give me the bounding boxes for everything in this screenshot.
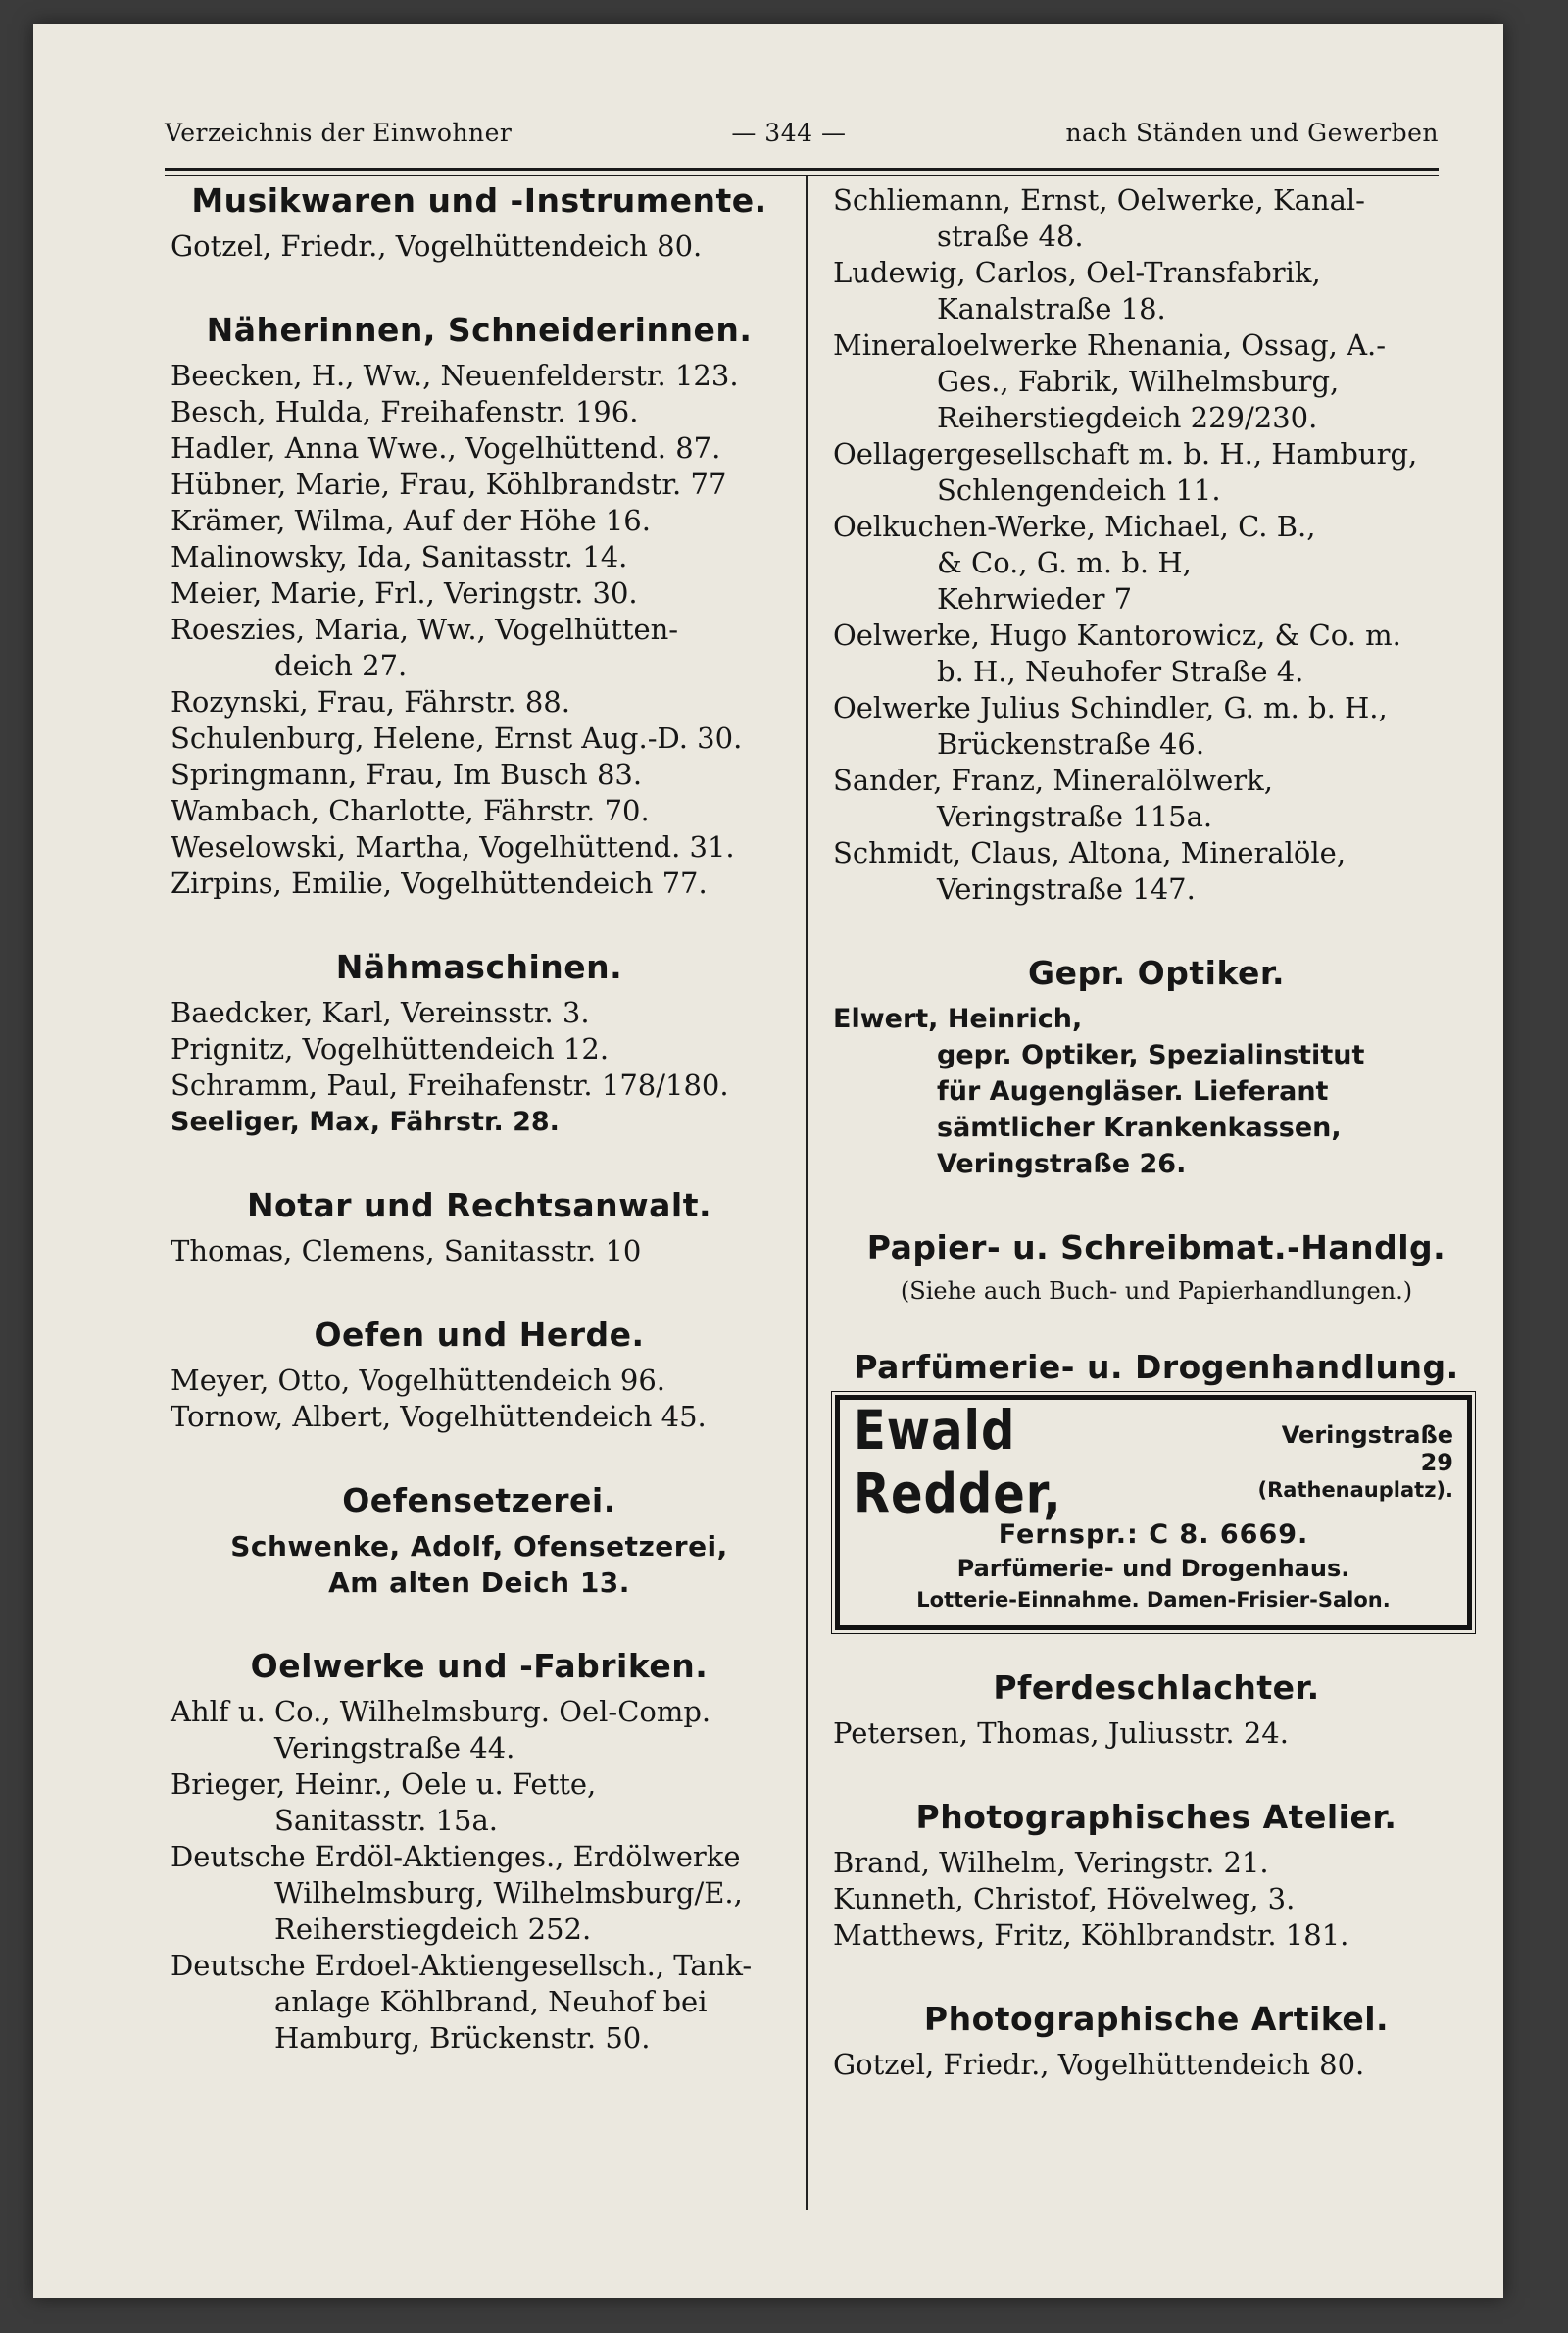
list-item: Baedcker, Karl, Vereinsstr. 3.	[171, 996, 590, 1029]
section-heading: Oelwerke und -Fabriken.	[250, 1647, 709, 1685]
list-item: Thomas, Clemens, Sanitasstr. 10	[171, 1234, 642, 1267]
list-item: Prignitz, Vogelhüttendeich 12.	[171, 1032, 610, 1066]
section-naehmaschinen	[171, 949, 788, 1140]
section-musikwaren	[171, 182, 788, 265]
section-heading: Parfümerie- u. Drogenhandlung.	[854, 1348, 1459, 1386]
list-item: Meyer, Otto, Vogelhüttendeich 96.	[171, 1364, 665, 1397]
list-item: Malinowsky, Ida, Sanitasstr. 14.	[171, 540, 628, 573]
list-item: Hadler, Anna Wwe., Vogelhüttend. 87.	[171, 431, 721, 465]
section-oelwerke	[171, 1648, 788, 2057]
list-item: Sander, Franz, Mineralölwerk, Veringstraße 115a.	[833, 764, 1273, 833]
list-item: Brieger, Heinr., Oele u. Fette, Sanitasstr. 15a.	[171, 1767, 597, 1837]
section-heading: Gepr. Optiker.	[1028, 954, 1285, 992]
section-heading: Musikwaren und -Instrumente.	[191, 181, 767, 220]
list-item: Petersen, Thomas, Juliusstr. 24.	[833, 1716, 1289, 1750]
ad-address-block	[1241, 1421, 1453, 1504]
cross-reference-note: (Siehe auch Buch- und Papierhandlungen.)	[900, 1277, 1413, 1305]
section-heading: Näherinnen, Schneiderinnen.	[206, 311, 753, 349]
optiker-details: gepr. Optiker, Spezialinstitut für Augengläser. Lieferant sämtlicher Krankenkassen, Veringstraße 26.	[937, 1040, 1365, 1179]
list-item: Gotzel, Friedr., Vogelhüttendeich 80.	[833, 2048, 1365, 2081]
list-item: Mineraloelwerke Rhenania, Ossag, A.- Ges., Fabrik, Wilhelmsburg, Reiherstiegdeich 229/230.	[833, 328, 1387, 434]
list-item: Gotzel, Friedr., Vogelhüttendeich 80.	[171, 229, 703, 263]
section-heading: Photographische Artikel.	[923, 2000, 1390, 2038]
section-optiker	[833, 955, 1480, 1182]
list-item: Oelkuchen-Werke, Michael, C. B., & Co., G. m. b. H, Kehrwieder 7	[833, 510, 1316, 616]
section-parfuemerie	[833, 1349, 1480, 1630]
list-item: Weselowski, Martha, Vogelhüttend. 31.	[171, 830, 735, 864]
list-item-highlighted: Seeliger, Max, Fährstr. 28.	[171, 1107, 560, 1137]
section-heading: Nähmaschinen.	[335, 948, 623, 986]
list-item: Springmann, Frau, Im Busch 83.	[171, 758, 643, 791]
list-item: Matthews, Fritz, Köhlbrandstr. 181.	[833, 1918, 1349, 1952]
section-papier	[833, 1229, 1480, 1310]
header-left: Verzeichnis der Einwohner	[165, 118, 513, 147]
list-item: Schramm, Paul, Freihafenstr. 178/180.	[171, 1068, 729, 1102]
list-item: Ahlf u. Co., Wilhelmsburg. Oel-Comp. Veringstraße 44.	[171, 1695, 711, 1764]
list-item: Besch, Hulda, Freihafenstr. 196.	[171, 395, 639, 428]
ad-address-sub: (Rathenauplatz).	[1257, 1478, 1453, 1502]
section-heading: Oefensetzerei.	[342, 1481, 616, 1519]
list-item: Schliemann, Ernst, Oelwerke, Kanal- straße 48.	[833, 183, 1365, 253]
list-item: Tornow, Albert, Vogelhüttendeich 45.	[171, 1400, 707, 1433]
list-item: Brand, Wilhelm, Veringstr. 21.	[833, 1846, 1269, 1879]
list-item: Schmidt, Claus, Altona, Mineralöle, Veringstraße 147.	[833, 836, 1347, 906]
right-column	[833, 182, 1480, 2130]
page-number: — 344 —	[731, 118, 847, 147]
section-naeherinnen	[171, 312, 788, 902]
column-divider	[806, 176, 808, 2210]
section-oefen	[171, 1316, 788, 1435]
list-item: Ludewig, Carlos, Oel-Transfabrik, Kanalstraße 18.	[833, 256, 1321, 325]
ad-top-row	[854, 1399, 1453, 1526]
list-item: Meier, Marie, Frl., Veringstr. 30.	[171, 576, 638, 610]
section-heading: Photographisches Atelier.	[915, 1798, 1397, 1836]
list-item: Oelwerke, Hugo Kantorowicz, & Co. m. b. H., Neuhofer Straße 4.	[833, 619, 1401, 688]
list-item: Roeszies, Maria, Ww., Vogelhütten- deich 27.	[171, 613, 679, 682]
ad-phone: Fernspr.: C 8. 6669.	[998, 1519, 1309, 1550]
list-item: Deutsche Erdoel-Aktiengesellsch., Tank- anlage Köhlbrand, Neuhof bei Hamburg, Brückenstr. 50.	[171, 1949, 753, 2055]
section-heading: Notar und Rechtsanwalt.	[246, 1186, 712, 1224]
ofensetzer-entry-address: Am alten Deich 13.	[328, 1566, 630, 1599]
list-item: Krämer, Wilma, Auf der Höhe 16.	[171, 504, 651, 537]
ofensetzer-entry-line: Schwenke, Adolf, Ofensetzerei,	[230, 1530, 728, 1563]
list-item: Schulenburg, Helene, Ernst Aug.-D. 30.	[171, 721, 743, 755]
list-item: Deutsche Erdöl-Aktienges., Erdölwerke Wilhelmsburg, Wilhelmsburg/E., Reiherstiegdeich 252.	[171, 1840, 743, 1946]
header-rule	[165, 168, 1439, 171]
list-item: Zirpins, Emilie, Vogelhüttendeich 77.	[171, 867, 708, 900]
section-photo-artikel	[833, 2001, 1480, 2083]
directory-page	[33, 24, 1503, 2298]
section-heading: Papier- u. Schreibmat.-Handlg.	[866, 1228, 1446, 1266]
list-item: Wambach, Charlotte, Fährstr. 70.	[171, 794, 650, 827]
header-rule-thin	[165, 175, 1439, 176]
ad-tagline: Parfümerie- und Drogenhaus.	[956, 1555, 1350, 1582]
list-item: Kunneth, Christof, Hövelweg, 3.	[833, 1882, 1296, 1915]
section-notar	[171, 1187, 788, 1269]
list-item: Hübner, Marie, Frau, Köhlbrandstr. 77	[171, 468, 727, 501]
header-right: nach Ständen und Gewerben	[1065, 118, 1439, 147]
advertisement-box	[835, 1395, 1472, 1630]
ad-services: Lotterie-Einnahme. Damen-Frisier-Salon.	[916, 1588, 1391, 1612]
section-heading: Oefen und Herde.	[314, 1315, 645, 1354]
list-item: Rozynski, Frau, Fährstr. 88.	[171, 685, 570, 719]
section-ofensetzerei	[171, 1482, 788, 1601]
list-item: Oellagergesellschaft m. b. H., Hamburg, Schlengendeich 11.	[833, 437, 1418, 507]
section-photo-atelier	[833, 1799, 1480, 1954]
list-item: Oelwerke Julius Schindler, G. m. b. H., Brückenstraße 46.	[833, 691, 1388, 761]
left-column	[171, 182, 788, 2104]
ad-address: Veringstraße 29	[1281, 1421, 1453, 1476]
page-header	[165, 108, 1439, 157]
optiker-name: Elwert, Heinrich,	[833, 1004, 1083, 1034]
section-pferdeschlachter	[833, 1669, 1480, 1752]
list-item: Beecken, H., Ww., Neuenfelderstr. 123.	[171, 359, 739, 392]
ad-business-name: Ewald Redder,	[854, 1399, 1062, 1526]
section-heading: Pferdeschlachter.	[993, 1668, 1320, 1707]
section-oelwerke-continued	[833, 182, 1480, 908]
